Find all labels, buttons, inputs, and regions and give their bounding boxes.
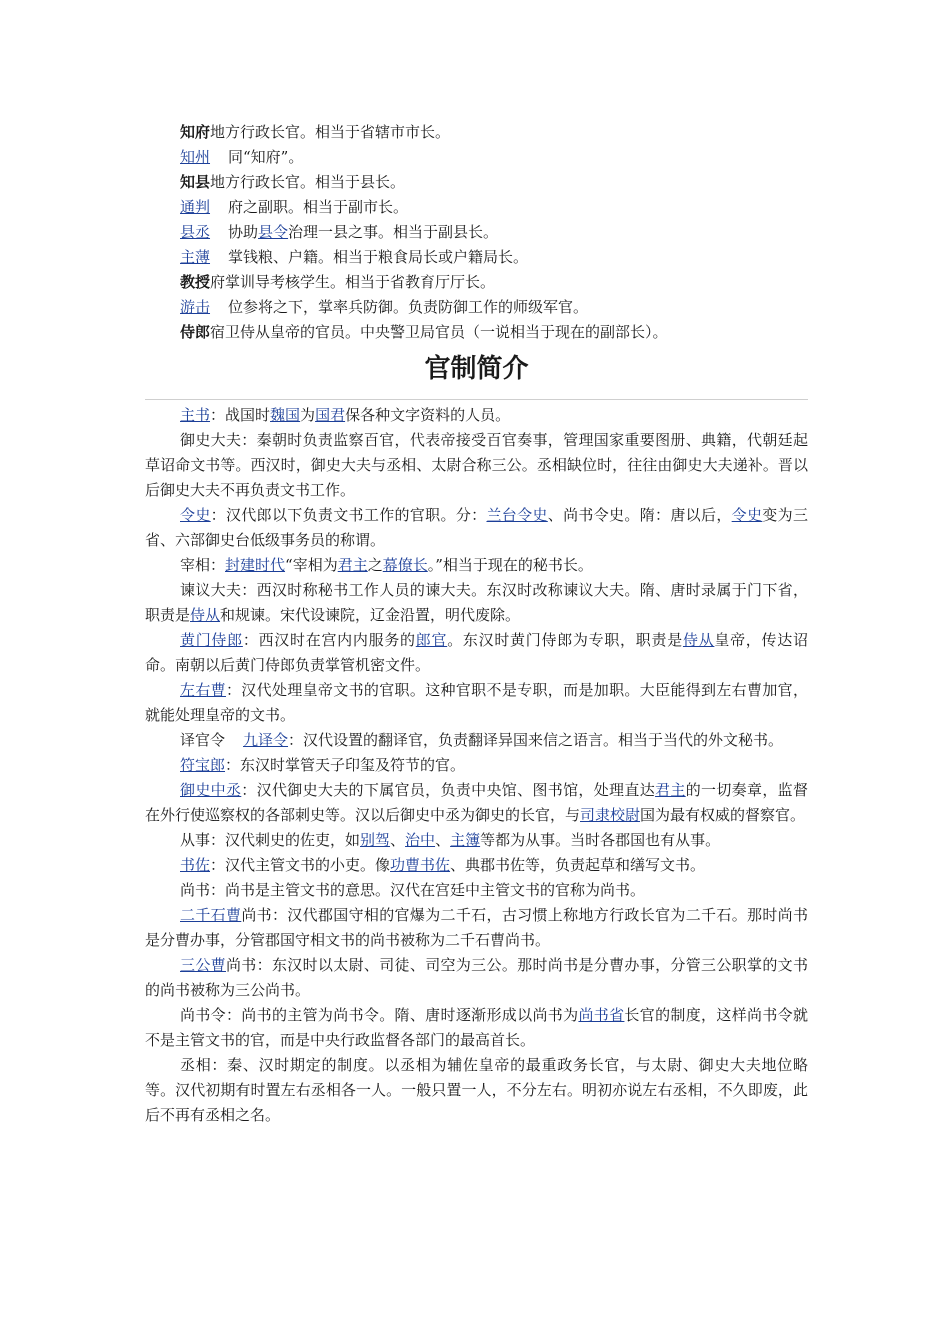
- description: 同“知府”。: [228, 148, 304, 166]
- text: 为: [300, 406, 316, 424]
- entry-zhubu: [145, 245, 808, 270]
- link-biejia[interactable]: 别驾: [360, 831, 391, 849]
- entry-youji: [145, 295, 808, 320]
- para-shangshuling: [145, 1003, 808, 1053]
- text: 、典郡书佐等，负责起草和缮写文书。: [450, 856, 706, 874]
- link-lingshi-2[interactable]: 令史: [731, 506, 763, 524]
- text: ：汉代设置的翻译官，负责翻译异国来信之语言。相当于当代的外文秘书。: [288, 731, 784, 749]
- link-langguan[interactable]: 郎官: [415, 631, 448, 649]
- link-shicong[interactable]: 侍从: [190, 606, 221, 624]
- text: 。东汉时黄门侍郎为专职，职责是: [447, 631, 683, 649]
- text: 变为三省、六部御史台低级事务员的称谓。: [145, 506, 808, 549]
- text: 的一切奏章，监督在外行使巡察权的各部刺史等。汉以后御史中丞为御史的长官，与: [145, 781, 808, 824]
- description: 府之副职。相当于副市长。: [228, 198, 409, 216]
- link-zhubu[interactable]: 主薄: [180, 248, 211, 266]
- para-jianyi: [145, 578, 808, 628]
- link-shuzuo[interactable]: 书佐: [180, 856, 211, 874]
- text: ：汉代御史大夫的下属官员，负责中央馆、图书馆，处理直达: [241, 781, 656, 799]
- link-shangshusheng[interactable]: 尚书省: [578, 1006, 625, 1024]
- term: 侍郎: [180, 323, 211, 341]
- para-yushi: 御史大夫：秦朝时负责监察百官，代表帝接受百官奏事，管理国家重要图册、典籍，代朝廷起草诏命文书等。西汉时，御史大夫与丞相、太尉合称三公。丞相缺位时，往往由御史大夫递补。晋以后御史大夫不再负责文书工作。: [145, 431, 808, 499]
- entry-zhizhou: [145, 145, 808, 170]
- link-gongcao-shuzuo[interactable]: 功曹书佐: [390, 856, 451, 874]
- para-zuoyou: [145, 678, 808, 728]
- description: 府掌训导考核学生。相当于省教育厅厅长。: [210, 273, 496, 291]
- link-zhizhou[interactable]: 知州: [180, 148, 211, 166]
- description: 掌钱粮、户籍。相当于粮食局长或户籍局长。: [228, 248, 529, 266]
- link-yushi-zhongcheng[interactable]: 御史中丞: [180, 781, 242, 799]
- text: 和规谏。宋代设谏院，辽金沿置，明代废除。: [220, 606, 521, 624]
- para-shuzuo: [145, 853, 808, 878]
- document-page: [145, 120, 808, 1128]
- text: 等都为从事。当时各郡国也有从事。: [480, 831, 721, 849]
- link-junzhu-2[interactable]: 君主: [655, 781, 686, 799]
- para-zaixiang: [145, 553, 808, 578]
- link-shicong-2[interactable]: 侍从: [682, 631, 715, 649]
- link-xiancheng[interactable]: 县丞: [180, 223, 211, 241]
- text: 、: [435, 831, 451, 849]
- text: ：东汉时掌管天子印玺及符节的官。: [225, 756, 466, 774]
- para-erqianshi: [145, 903, 808, 953]
- link-fubaolang[interactable]: 符宝郎: [180, 756, 226, 774]
- link-lantai-lingshi[interactable]: 兰台令史: [486, 506, 548, 524]
- text: ：西汉时在宫内内服务的: [242, 631, 416, 649]
- link-junzhu[interactable]: 君主: [337, 556, 368, 574]
- link-jiuyiling[interactable]: 九译令: [243, 731, 289, 749]
- link-erqianshi-cao[interactable]: 二千石曹: [180, 906, 242, 924]
- description: 地方行政长官。相当于省辖市市长。: [210, 123, 451, 141]
- text: 长官的制度，这样尚书令就不是主管文书的官，而是中央行政监督各部门的最高首长。: [145, 1006, 808, 1049]
- text: 尚书：东汉时以太尉、司徒、司空为三公。那时尚书是分曹办事，分管三公职掌的文书的尚书被称为三公尚书。: [145, 956, 808, 999]
- link-huangmen-shilang[interactable]: 黄门侍郎: [180, 631, 243, 649]
- text: ：汉代处理皇帝文书的官职。这种官职不是专职，而是加职。大臣能得到左右曹加官，就能处理皇帝的文书。: [145, 681, 808, 724]
- link-guojun[interactable]: 国君: [315, 406, 346, 424]
- text: 国为最有权威的督察官。: [640, 806, 806, 824]
- para-fubao: [145, 753, 808, 778]
- entry-zhixian: [145, 170, 808, 195]
- text: “宰相为: [285, 556, 338, 574]
- term: 知县: [180, 173, 211, 191]
- text: 译官令: [180, 731, 226, 749]
- link-tongpan[interactable]: 通判: [180, 198, 211, 216]
- link-fengjian-shidai[interactable]: 封建时代: [225, 556, 286, 574]
- text: 尚书令：尚书的主管为尚书令。隋、唐时逐渐形成以尚书为: [180, 1006, 579, 1024]
- link-zhubu-2[interactable]: 主簿: [450, 831, 481, 849]
- para-zhushu: [145, 403, 808, 428]
- term: 教授: [180, 273, 211, 291]
- entry-jiaoshou: [145, 270, 808, 295]
- para-chengxiang: 丞相：秦、汉时期定的制度。以丞相为辅佐皇帝的最重政务长官，与太尉、御史大夫地位略等。汉代初期有时置左右丞相各一人。一般只置一人，不分左右。明初亦说左右丞相，不久即废，此后不再有丞相之名。: [145, 1056, 808, 1124]
- text: 从事：汉代刺史的佐吏，如: [180, 831, 361, 849]
- link-muliaozhang[interactable]: 幕僚长: [382, 556, 428, 574]
- link-sangong-cao[interactable]: 三公曹: [180, 956, 226, 974]
- para-zhongcheng: [145, 778, 808, 828]
- text: ：汉代郎以下负责文书工作的官职。分：: [210, 506, 487, 524]
- description-part: 协助: [228, 223, 259, 241]
- divider: [145, 399, 808, 400]
- text: 。”相当于现在的秘书长。: [427, 556, 593, 574]
- link-zhushu[interactable]: 主书: [180, 406, 211, 424]
- entry-xiancheng: [145, 220, 808, 245]
- text: 宰相：: [180, 556, 226, 574]
- link-sili-xiaowei[interactable]: 司隶校尉: [580, 806, 641, 824]
- text: 之: [367, 556, 383, 574]
- entry-shilang: [145, 320, 808, 345]
- para-lingshi: [145, 503, 808, 553]
- text: 皇帝，传达诏命。南朝以后黄门侍郎负责掌管机密文件。: [145, 631, 808, 674]
- link-zhizhong[interactable]: 治中: [405, 831, 436, 849]
- link-xianling[interactable]: 县令: [258, 223, 289, 241]
- description: 地方行政长官。相当于县长。: [210, 173, 406, 191]
- text: ：战国时: [210, 406, 271, 424]
- link-weiguo[interactable]: 魏国: [270, 406, 301, 424]
- text: 、尚书令史。隋：唐以后，: [547, 506, 732, 524]
- para-yiguan: [145, 728, 808, 753]
- description: 宿卫侍从皇帝的官员。中央警卫局官员（一说相当于现在的副部长）。: [210, 323, 668, 341]
- entry-zhifu: [145, 120, 808, 145]
- text: 谏议大夫：西汉时称秘书工作人员的谏大夫。东汉时改称谏议大夫。隋、唐时录属于门下省，职责是: [145, 581, 808, 624]
- para-shangshu: 尚书：尚书是主管文书的意思。汉代在宫廷中主管文书的官称为尚书。: [180, 881, 646, 899]
- text: 、: [390, 831, 406, 849]
- section-title: 官制简介: [424, 354, 529, 384]
- description: 位参将之下，掌率兵防御。负责防御工作的师级军官。: [228, 298, 589, 316]
- link-zuoyoucao[interactable]: 左右曹: [180, 681, 226, 699]
- description-part: 治理一县之事。相当于副县长。: [288, 223, 499, 241]
- text: ：汉代主管文书的小吏。像: [210, 856, 391, 874]
- para-sangong: [145, 953, 808, 1003]
- text: 保各种文字资料的人员。: [345, 406, 511, 424]
- para-congshi: [145, 828, 808, 853]
- link-youji[interactable]: 游击: [180, 298, 211, 316]
- term: 知府: [180, 123, 211, 141]
- entry-tongpan: [145, 195, 808, 220]
- link-lingshi[interactable]: 令史: [180, 506, 211, 524]
- para-huangmen: [145, 628, 808, 678]
- text: 尚书：汉代郡国守相的官爆为二千石，古习惯上称地方行政长官为二千石。那时尚书是分曹办事，分管郡国守相文书的尚书被称为二千石曹尚书。: [145, 906, 808, 949]
